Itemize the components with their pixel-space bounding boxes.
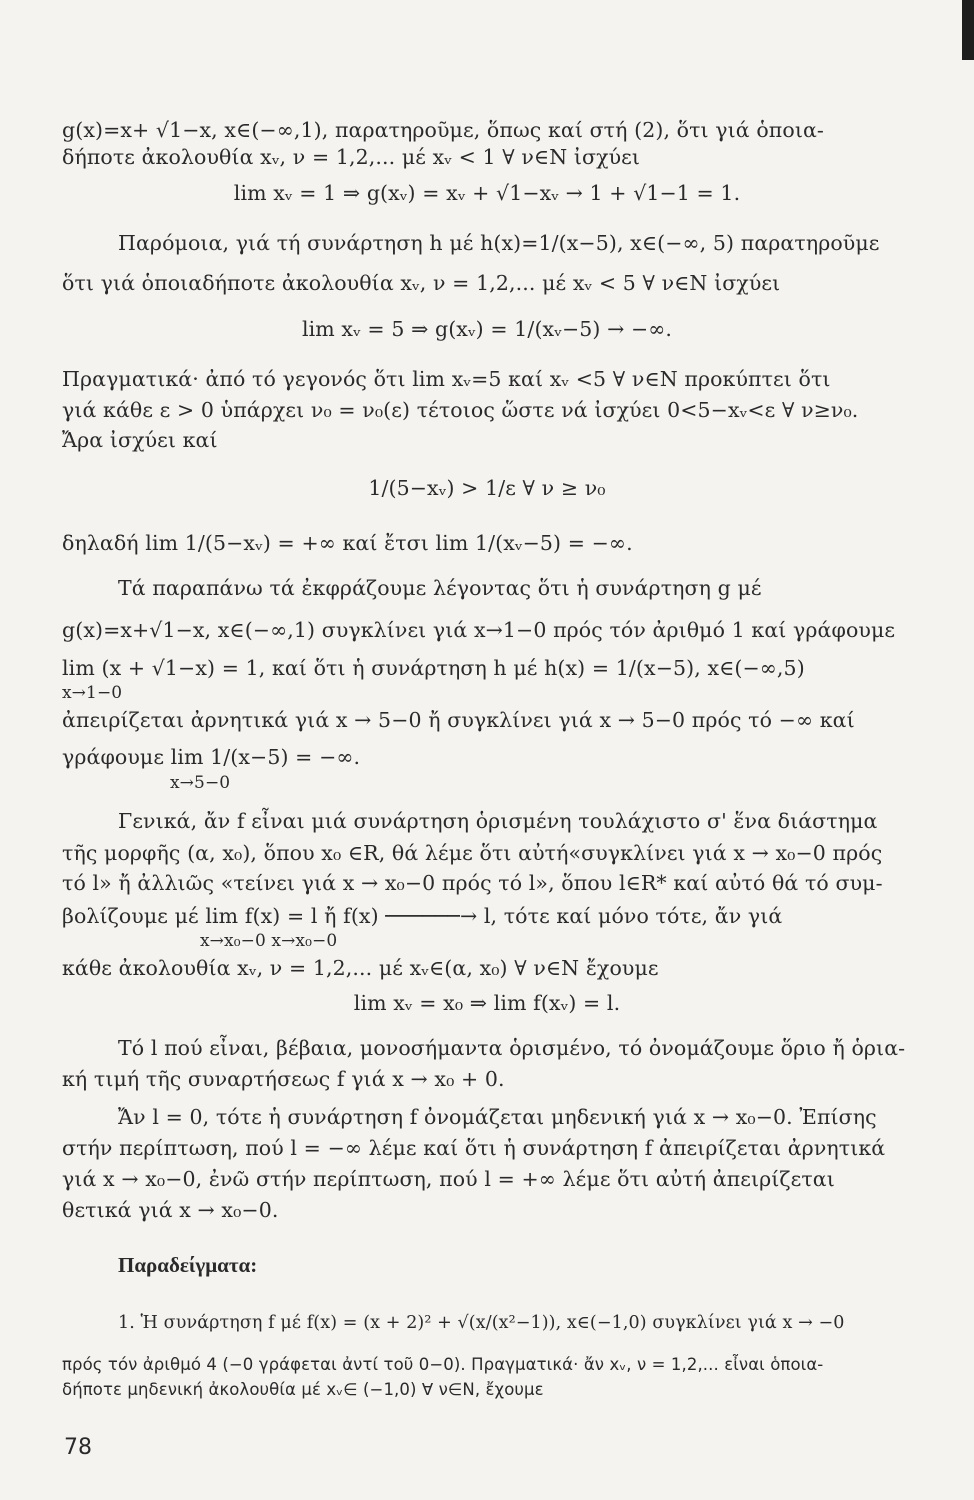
text-line-17: Γενικά, ἄν f εἶναι μιά συνάρτηση ὁρισμένη τουλάχιστο σ' ἕνα διάστημα (118, 809, 878, 833)
text-line-9: Ἄρα ἰσχύει καί (62, 428, 218, 452)
text-line-5: ὅτι γιά ὁποιαδήποτε ἀκολουθία xᵥ, ν = 1,2,... μέ xᵥ < 5 ∀ ν∈N ἰσχύει (62, 271, 781, 295)
limit-subscript-3: x→x₀−0 x→x₀−0 (200, 931, 338, 951)
text-line-28: θετικά γιά x → x₀−0. (62, 1198, 279, 1222)
page-number: 78 (64, 1435, 92, 1460)
example-line-1: 1. Ἡ συνάρτηση f μέ f(x) = (x + 2)² + √(x/(x²−1)), x∈(−1,0) συγκλίνει γιά x → −0 (118, 1313, 845, 1333)
text-line-7: Πραγματικά· ἀπό τό γεγονός ὅτι lim xᵥ=5 καί xᵥ <5 ∀ ν∈N προκύπτει ὅτι (62, 367, 831, 391)
text-line-27: γιά x → x₀−0, ἐνῶ στήν περίπτωση, πού l = +∞ λέμε ὅτι αὐτή ἀπειρίζεται (62, 1167, 835, 1191)
text-line-1: g(x)=x+ √1−x, x∈(−∞,1), παρατηροῦμε, ὅπως καί στή (2), ὅτι γιά ὁποια- (62, 118, 824, 142)
example-line-3: δήποτε μηδενική ἀκολουθία μέ xᵥ∈ (−1,0) ∀ ν∈N, ἔχουμε (62, 1380, 544, 1399)
text-line-26: στήν περίπτωση, πού l = −∞ λέμε καί ὅτι ἡ συνάρτηση f ἀπειρίζεται ἀρνητικά (62, 1136, 886, 1160)
text-line-21: κάθε ἀκολουθία xᵥ, ν = 1,2,... μέ xᵥ∈(α, x₀) ∀ ν∈N ἔχουμε (62, 956, 659, 980)
example-line-2: πρός τόν ἀριθμό 4 (−0 γράφεται ἀντί τοῦ 0−0). Πραγματικά· ἄν xᵥ, ν = 1,2,... εἶναι ὁποια- (62, 1355, 824, 1374)
text-line-14: lim (x + √1−x) = 1, καί ὅτι ἡ συνάρτηση h μέ h(x) = 1/(x−5), x∈(−∞,5) (62, 656, 805, 680)
text-line-19: τό l» ἤ ἀλλιῶς «τείνει γιά x → x₀−0 πρός τό l», ὅπου l∈R* καί αὐτό θά τό συμ- (62, 871, 883, 895)
text-line-16: γράφουμε lim 1/(x−5) = −∞. (62, 745, 361, 769)
formula-line-22: lim xᵥ = x₀ ⇒ lim f(xᵥ) = l. (353, 991, 621, 1015)
text-line-4: Παρόμοια, γιά τή συνάρτηση h μέ h(x)=1/(x−5), x∈(−∞, 5) παρατηροῦμε (118, 231, 880, 255)
text-line-18: τῆς μορφῆς (α, x₀), ὅπου x₀ ∈R, θά λέμε ὅτι αὐτή«συγκλίνει γιά x → x₀−0 πρός (62, 841, 883, 865)
text-line-11: δηλαδή lim 1/(5−xᵥ) = +∞ καί ἔτσι lim 1/(xᵥ−5) = −∞. (62, 531, 633, 555)
text-line-8: γιά κάθε ε > 0 ὑπάρχει ν₀ = ν₀(ε) τέτοιος ὥστε νά ἰσχύει 0<5−xᵥ<ε ∀ ν≥ν₀. (62, 398, 859, 422)
formula-line-10: 1/(5−xᵥ) > 1/ε ∀ ν ≥ ν₀ (368, 476, 606, 500)
text-line-25: Ἄν l = 0, τότε ἡ συνάρτηση f ὀνομάζεται μηδενική γιά x → x₀−0. Ἐπίσης (118, 1105, 877, 1129)
formula-line-6: lim xᵥ = 5 ⇒ g(xᵥ) = 1/(xᵥ−5) → −∞. (301, 317, 673, 341)
text-line-24: κή τιμή τῆς συναρτήσεως f γιά x → x₀ + 0. (62, 1067, 505, 1091)
formula-line-3: lim xᵥ = 1 ⇒ g(xᵥ) = xᵥ + √1−xᵥ → 1 + √1−1 = 1. (233, 181, 741, 205)
text-line-13: g(x)=x+√1−x, x∈(−∞,1) συγκλίνει γιά x→1−0 πρός τόν ἀριθμό 1 καί γράφουμε (62, 618, 896, 642)
text-line-12: Τά παραπάνω τά ἐκφράζουμε λέγοντας ὅτι ἡ συνάρτηση g μέ (118, 576, 762, 600)
limit-subscript-1: x→1−0 (62, 683, 123, 703)
text-line-15: ἀπειρίζεται ἀρνητικά γιά x → 5−0 ἤ συγκλίνει γιά x → 5−0 πρός τό −∞ καί (62, 708, 855, 732)
limit-subscript-2: x→5−0 (170, 773, 231, 793)
text-line-2: δήποτε ἀκολουθία xᵥ, ν = 1,2,... μέ xᵥ < 1 ∀ ν∈N ἰσχύει (62, 145, 641, 169)
page-edge-mark (962, 0, 974, 60)
text-line-23: Τό l πού εἶναι, βέβαια, μονοσήμαντα ὁρισμένο, τό ὀνομάζουμε ὅριο ἤ ὁρια- (118, 1036, 906, 1060)
examples-heading: Παραδείγματα: (118, 1253, 258, 1277)
text-line-20: βολίζουμε μέ lim f(x) = l ἤ f(x) ──────→ l, τότε καί μόνο τότε, ἄν γιά (62, 904, 783, 928)
